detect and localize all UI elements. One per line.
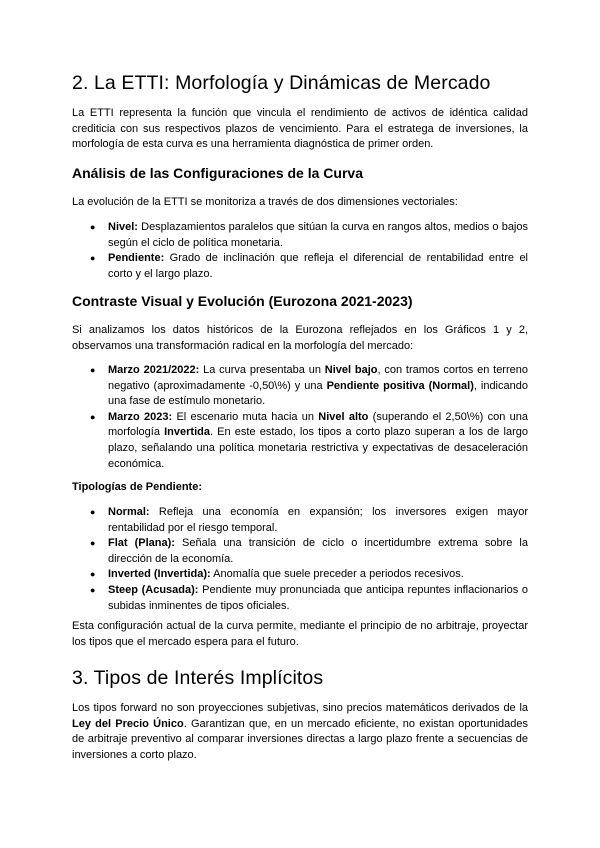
item-text: , con tramos cortos en terreno negativo (aproximadamente -0,50\%) y una [108, 364, 528, 392]
item-text: El escenario muta hacia un [172, 410, 319, 423]
bullet-icon: ● [90, 584, 96, 595]
item-text: Desplazamientos paralelos que sitúan la curva en rangos altos, medios o bajos según el ciclo de política monetaria. [108, 221, 528, 249]
item-emphasis: Invertida [164, 426, 210, 439]
bullet-icon: ● [90, 411, 96, 422]
typologies-heading: Tipologías de Pendiente: [72, 481, 202, 493]
list-item [72, 505, 528, 536]
bullet-icon: ● [90, 507, 96, 517]
item-text: . En este estado, los tipos a corto plazo superan a los de largo plazo, señalando una política monetaria restrictiva y expectativas de desaceleración económica. [108, 426, 528, 470]
list-item [72, 410, 528, 472]
item-text: Grado de inclinación que refleja el diferencial de rentabilidad entre el corto y el largo plazo. [108, 252, 528, 280]
analysis-heading: Análisis de las Configuraciones de la Curva [72, 165, 363, 181]
section2-title: 2. La ETTI: Morfología y Dinámicas de Mercado [72, 72, 491, 94]
item-text: Refleja una economía en expansión; los inversores exigen mayor rentabilidad por el riesgo temporal. [108, 506, 528, 534]
item-text: Pendiente muy pronunciada que anticipa repuntes inflacionarios o subidas inminentes de tipos oficiales. [108, 583, 529, 612]
section2-intro: La ETTI representa la función que vincula el rendimiento de activos de idéntica calidad crediticia con sus respectivos plazos de vencimiento. Para el estratega de inversiones, la morfología de esta curva es una herramienta diagnóstica de primer orden. [72, 107, 528, 151]
section2-closing: Esta configuración actual de la curva permite, mediante el principio de no arbitraje, proyectar los tipos que el mercado espera para el futuro. [72, 620, 528, 648]
item-label: Steep (Acusada): [108, 583, 199, 596]
item-text: La curva presentaba un [199, 364, 325, 376]
item-label: Marzo 2021/2022: [108, 364, 200, 376]
item-text: , indicando una fase de estímulo monetario. [108, 379, 528, 408]
item-text: Anomalía que suele preceder a periodos recesivos. [210, 568, 464, 581]
evolution-list [72, 363, 528, 472]
bullet-icon: ● [90, 569, 96, 580]
item-emphasis: Pendiente positiva (Normal) [326, 379, 474, 392]
item-label: Normal: [108, 506, 150, 518]
list-item [72, 567, 528, 583]
item-label: Marzo 2023: [108, 410, 173, 423]
paragraph-text: . Garantizan que, en un mercado eficiente, no existan oportunidades de arbitraje preventivo al comparar inversiones directas a largo plazo frente a secuencias de inversiones a corto plazo. [72, 717, 529, 761]
item-label: Inverted (Invertida): [108, 568, 211, 581]
item-emphasis: Nivel bajo [324, 364, 378, 376]
list-item [72, 536, 528, 567]
list-item [72, 251, 528, 282]
item-label: Nivel: [108, 221, 138, 233]
item-label: Pendiente: [108, 252, 165, 265]
typologies-list [72, 505, 528, 614]
item-label: Flat (Plana): [108, 537, 175, 550]
list-item [72, 220, 528, 251]
bullet-icon: ● [90, 222, 96, 232]
item-text: (superando el 2,50\%) con una morfología [108, 410, 528, 439]
paragraph-emphasis: Ley del Precio Único [72, 717, 184, 730]
list-item [72, 583, 528, 614]
item-emphasis: Nivel alto [318, 410, 369, 423]
analysis-intro: La evolución de la ETTI se monitoriza a través de dos dimensiones vectoriales: [72, 196, 458, 208]
contrast-intro: Si analizamos los datos históricos de la Eurozona reflejados en los Gráficos 1 y 2, observamos una transformación radical en la morfología del mercado: [72, 324, 528, 352]
paragraph-text: Los tipos forward no son proyecciones subjetivas, sino precios matemáticos derivados de la [72, 702, 528, 714]
list-item [72, 363, 528, 410]
section3-paragraph [72, 701, 528, 763]
bullet-icon: ● [90, 538, 96, 549]
dimensions-list [72, 220, 528, 282]
section3-title: 3. Tipos de Interés Implícitos [72, 667, 324, 689]
contrast-heading: Contraste Visual y Evolución (Eurozona 2021-2023) [72, 293, 413, 309]
item-text: Señala una transición de ciclo o incertidumbre extrema sobre la dirección de la economía. [108, 537, 528, 565]
bullet-icon: ● [90, 365, 96, 375]
bullet-icon: ● [90, 253, 96, 264]
